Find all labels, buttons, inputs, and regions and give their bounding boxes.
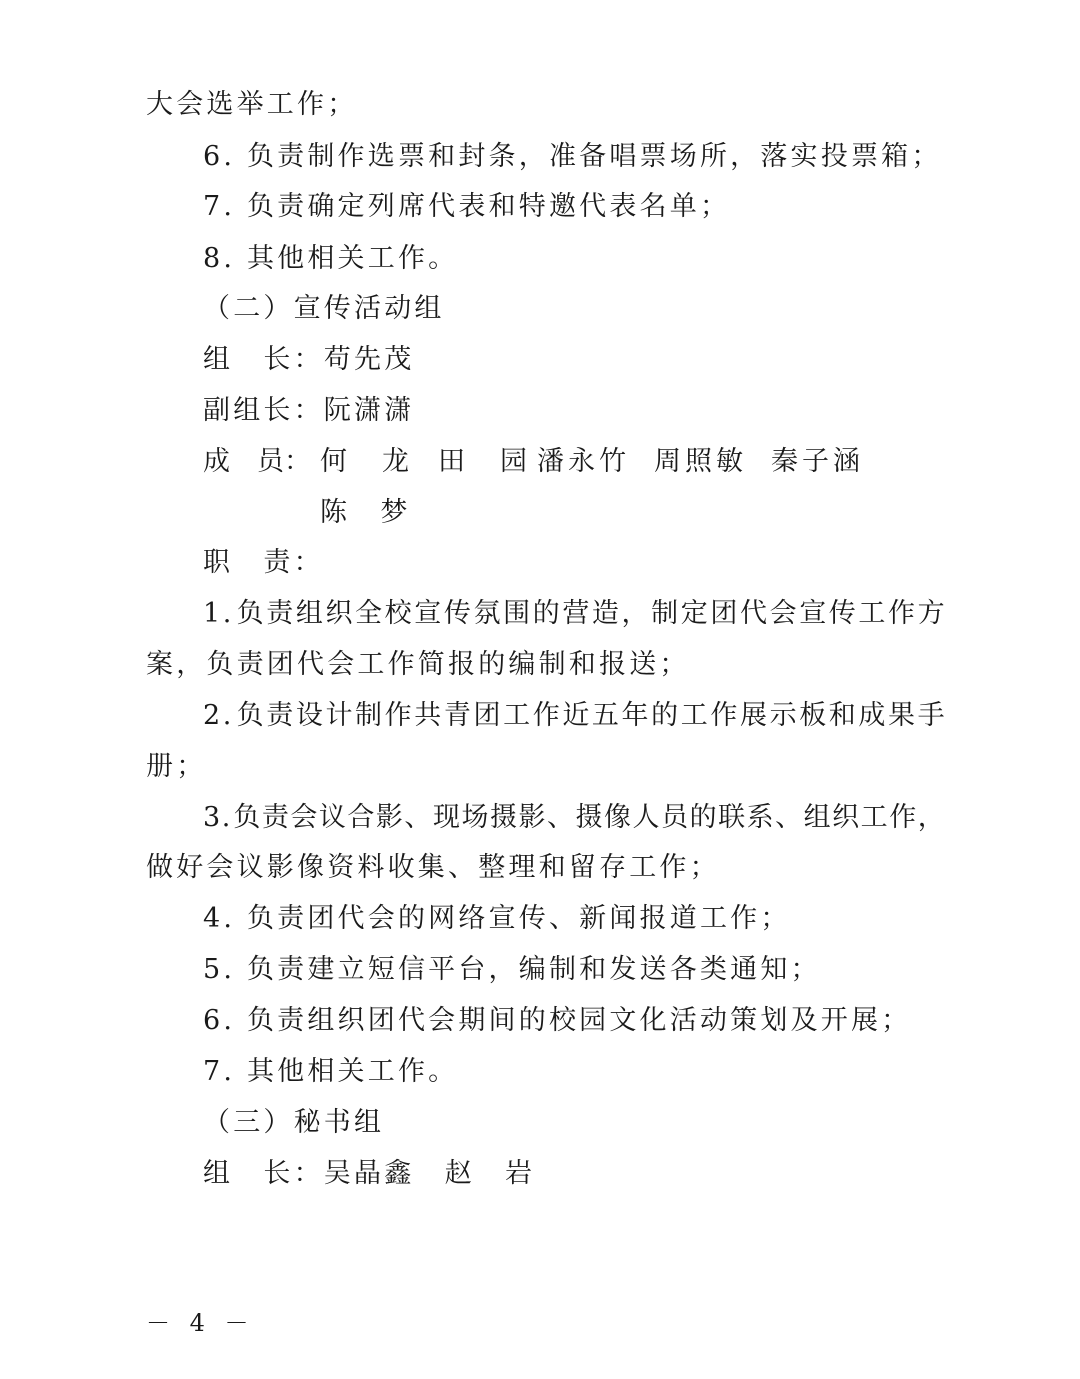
section-heading: （二）宣传活动组 <box>203 293 445 324</box>
member-name: 何 龙 <box>320 446 413 477</box>
duties-label: 职 责： <box>203 547 324 578</box>
member-name: 田 园 <box>438 446 531 477</box>
text-line: 5. 负责建立短信平台，编制和发送各类通知； <box>203 954 821 985</box>
text-line: 3 . 负 责 会 议 合 影 、 现 场 摄 影 、 摄 像 人 员 的 联 系 、 组 织 工 作 ， <box>203 802 945 833</box>
section-heading: （三）秘书组 <box>203 1107 385 1138</box>
text-line: 8. 其他相关工作。 <box>203 243 459 274</box>
member-name: 陈 梦 <box>320 497 411 528</box>
deputy-leader: 副组长：阮潇潇 <box>203 395 415 426</box>
text-line: 2 . 负 责 设 计 制 作 共 青 团 工 作 近 五 年 的 工 作 展 示 板 和 成 果 手 <box>203 700 945 731</box>
member-name: 潘永竹 <box>537 446 630 477</box>
group-leader: 组 长：吴晶鑫 赵 岩 <box>203 1158 536 1189</box>
member-name: 秦子涵 <box>771 446 864 477</box>
text-line: 做好会议影像资料收集、整理和留存工作； <box>146 852 720 883</box>
text-line: 4. 负责团代会的网络宣传、新闻报道工作； <box>203 903 791 934</box>
text-line: 7. 其他相关工作。 <box>203 1056 459 1087</box>
text-line: 1 . 负 责 组 织 全 校 宣 传 氛 围 的 营 造 ， 制 定 团 代 会 宣 传 工 作 方 <box>203 598 945 629</box>
page-number: － 4 － <box>146 1309 255 1337</box>
text-line: 大会选举工作； <box>146 89 358 120</box>
text-line: 7. 负责确定列席代表和特邀代表名单； <box>203 191 731 222</box>
members-label: 成 员： <box>203 446 311 477</box>
text-line: 6. 负责组织团代会期间的校园文化活动策划及开展； <box>203 1005 912 1036</box>
group-leader: 组 长：苟先茂 <box>203 344 415 375</box>
text-line: 册； <box>146 751 207 782</box>
text-line: 案，负责团代会工作简报的编制和报送； <box>146 649 690 680</box>
member-name: 周照敏 <box>654 446 747 477</box>
text-line: 6. 负责制作选票和封条，准备唱票场所，落实投票箱； <box>203 141 942 172</box>
